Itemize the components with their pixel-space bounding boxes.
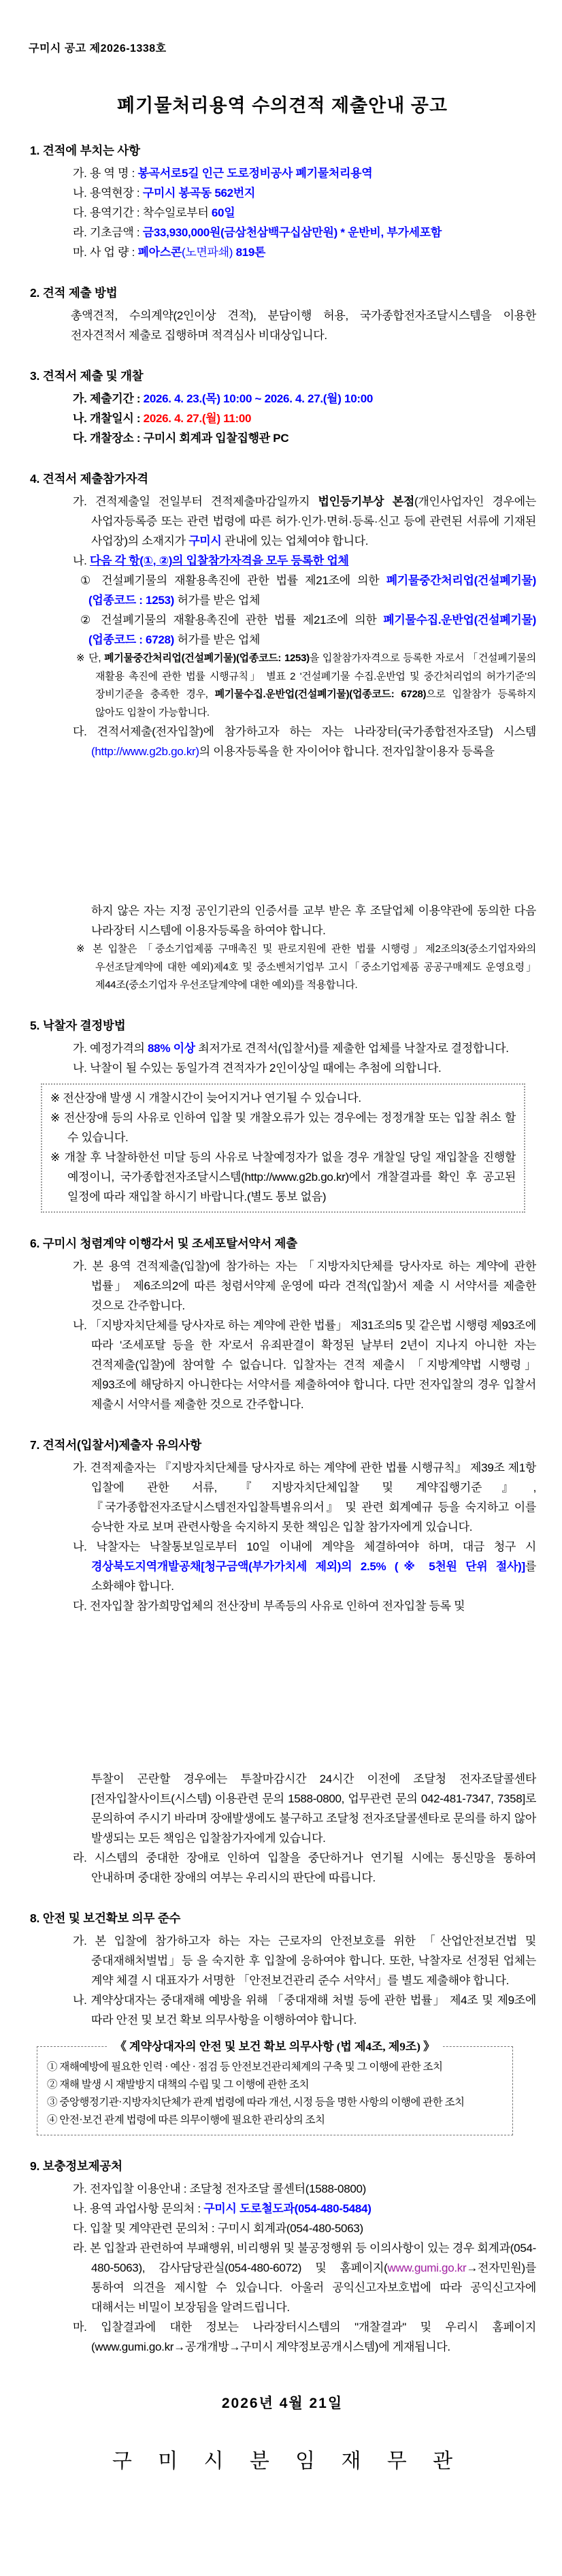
styled-run: 법인등기부상 본점 [318, 495, 414, 508]
section-5 [29, 1015, 536, 1213]
styled-run: 투찰이 곤란할 경우에는 투찰마감시간 24시간 이전에 조달청 전자조달콜센타[전자입찰사이트(시스템) 이용관련 문의 1588-0800, 업무관련 문의 042-481-7347, 7358]로 문의하여 주시기 바라며 장애발생에도 불구하고 조달청 전자조달콜센타로 문의를 하지 않아 발생되는 모든 책임은 입찰참가자에게 있습니다. [91, 1772, 536, 1845]
styled-run: 819톤 [233, 246, 266, 259]
styled-run: →전자민원)를 통하여 의견을 제시할 수 있습니다. 아울러 공익신고자보호법에 따라 공익신고자에 대해서는 비밀이 보장됨을 알려드립니다. [91, 2261, 536, 2314]
styled-run: (개인사업자인 경우에는 사업자등록증 또는 관련 법령에 따른 허가·인가·면허·등록·신고 등에 관련된 서류에 기재된 사업장)의 소재지가 [91, 495, 536, 547]
paragraph [29, 428, 536, 448]
styled-run: ※ 단, [76, 652, 105, 664]
signatory: 구 미 시 분 임 재 무 관 [112, 2449, 463, 2472]
styled-run: 가. 제출기간 : [73, 392, 144, 405]
styled-run: 허가를 받은 업체 [174, 594, 261, 607]
styled-run: 최저가로 견적서(입찰서)를 제출한 업체를 낙찰자로 결정합니다. [195, 1041, 509, 1055]
styled-run: 가. 예정가격의 [73, 1041, 148, 1055]
styled-run: 가. 견적제출일 전일부터 견적제출마감일까지 [73, 495, 318, 508]
safety-box-item: ③ 중앙행정기관·지방자치단체가 관계 법령에 따라 개선, 시정 등을 명한 사항의 이행에 관한 조치 [47, 2096, 465, 2108]
styled-run: 2026. 4. 23.(목) 10:00 ~ 2026. 4. 27.(월) 10:00 [143, 392, 374, 405]
paragraph [29, 306, 536, 345]
styled-run: 라. 시스템의 중대한 장애로 인하여 입찰을 중단하거나 연기될 시에는 통신망을 통하여 안내하며 중대한 장애의 여부는 우리시의 판단에 따릅니다. [73, 1851, 536, 1884]
page-break-gap [29, 761, 536, 901]
paragraph [29, 203, 536, 223]
note-paragraph [50, 1108, 516, 1147]
caution-note-box [41, 1083, 525, 1213]
section-heading: 3. 견적서 제출 및 개찰 [30, 369, 144, 383]
styled-run: 마. 입찰결과에 대한 정보는 나라장터시스템의 "개찰결과" 및 우리시 홈페이지 (www.gumi.go.kr→공개개방→구미시 계약정보공개시스템)에 게재됩니다. [73, 2320, 536, 2353]
url-text: www.gumi.go.kr [387, 2261, 467, 2274]
section-heading: 6. 구미시 청렴계약 이행각서 및 조세포탈서약서 제출 [30, 1236, 297, 1250]
styled-run: 금33,930,000원(금삼천삼백구십삼만원) * 운반비, 부가세포함 [142, 226, 442, 239]
paragraph [29, 571, 536, 610]
styled-run: ② 건설폐기물의 재활용촉진에 관한 법률 제21조에 의한 [80, 614, 384, 626]
paragraph [29, 901, 536, 940]
styled-run: 구미시 도로철도과(054-480-5484) [203, 2201, 371, 2215]
styled-run: 60일 [211, 206, 235, 219]
safety-box-item: ④ 안전·보건 관계 법령에 따른 의무이행에 필요한 관리상의 조치 [47, 2114, 325, 2126]
paragraph [29, 1990, 536, 2030]
section-heading: 1. 견적에 부치는 사항 [30, 144, 140, 157]
styled-run: 구미시 회계과 입찰집행관 PC [143, 432, 289, 445]
styled-run: 의 이용자등록을 한 자이어야 합니다. 전자입찰이용자 등록을 [199, 745, 495, 758]
styled-run: 가. 전자입찰 이용안내 : 조달청 전자조달 콜센터(1588-0800) [73, 2182, 367, 2195]
section-heading: 5. 낙찰자 결정방법 [30, 1018, 126, 1032]
paragraph [29, 940, 536, 995]
notice-number: 구미시 공고 제2026-1338호 [29, 43, 167, 54]
paragraph [29, 1256, 536, 1316]
styled-run: 2026. 4. 27.(월) 11:00 [143, 412, 252, 425]
page-title: 폐기물처리용역 수의견적 제출안내 공고 [117, 95, 448, 116]
styled-run: 경상북도지역개발공채[청구금액(부가가치세 제외)의 2.5% (※ 5천원 단위 절사)] [91, 1559, 525, 1573]
styled-run: 나. 계약상대자는 중대재해 예방을 위해 「중대재해 처벌 등에 관한 법률」 제4조 및 제9조에 따라 안전 및 보건 확보 의무사항을 이행하여야 합니다. [73, 1993, 536, 2026]
styled-run: 가. 견적제출자는 『지방자치단체를 당사자로 하는 계약에 관한 법률 시행규칙』 제39조 제1항 입찰에 관한 서류, 『지방자치단체입찰 및 계약집행기준』, 『국가종합전자조달시스템전자입찰특별유의서』 및 관련 회계예규 등을 숙지하고 이를 승낙한 자로 보며 관련사항을 숙지하지 못한 책임은 입찰 참가자에게 있습니다. [73, 1461, 536, 1533]
styled-run: (업종코드 : 6728) [88, 633, 175, 646]
styled-run: 총액견적, 수의계약(2인이상 견적), 분담이행 허용, 국가종합전자조달시스템을 이용한 전자견적서 제출로 집행하며 적격심사 비대상입니다. [71, 309, 536, 342]
page-break-gap [29, 1616, 536, 1769]
paragraph [29, 610, 536, 650]
styled-run: 다. 용역기간 : 착수일로부터 [73, 206, 212, 219]
styled-run: 가. 용 역 명 : [73, 167, 138, 180]
paragraph [29, 1848, 536, 1888]
styled-run: 라. 본 입찰과 관련하여 부패행위, 비리행위 및 불공정행위 등 이의사항이 있는 경우 회계과(054-480-5063), 감사담당관실(054-480-6072) 및 홈페이지( [73, 2241, 536, 2274]
styled-run: 마. 사 업 량 : [73, 246, 138, 259]
paragraph [29, 223, 536, 242]
safety-obligations-box [37, 2039, 513, 2135]
section-heading: 4. 견적서 제출참가자격 [30, 472, 148, 486]
safety-box-item: ① 재해예방에 필요한 인력 · 예산 · 점검 등 안전보건관리체계의 구축 및 그 이행에 관한 조치 [47, 2061, 443, 2073]
paragraph [29, 2199, 536, 2219]
styled-run: ※ 전산장애 등의 사유로 인하여 입찰 및 개찰오류가 있는 경우에는 정정개찰 또는 입찰 취소 할 수 있습니다. [50, 1111, 516, 1144]
styled-run: 나. 「지방자치단체를 당사자로 하는 계약에 관한 법률」 제31조의5 및 같은법 시행령 제93조에 따라 '조세포탈 등을 한 자'로서 유죄판결이 확정된 날부터 2년이 지나지 아니한 자는 견적제출(입찰)에 참여할 수 없습니다. 입찰자는 견적 제출시 「지방계약법 시행령」 제93조에 해당하지 아니한다는 서약서를 제출하여야 합니다. 다만 전자입찰의 경우 입찰서 제출시 서약서를 제출한 것으로 간주합니다. [73, 1318, 536, 1411]
url-text: (http://www.g2b.go.kr) [91, 745, 199, 758]
styled-run: ※ 본 입찰은 「중소기업제품 구매촉진 및 판로지원에 관한 법률 시행령」제2조의3(중소기업자와의 우선조달계약에 대한 예외)제4호 및 중소벤처기업부 고시「중소기업제품 공공구매제도 운영요령」 제44조(중소기업자 우선조달계약에 대한 예외)를 적용합니다. [76, 943, 536, 991]
styled-run: (업종코드 : 1253) [88, 594, 175, 607]
styled-run: 나. 용역 과업사항 문의처 : [73, 2201, 204, 2215]
styled-run: 다. 전자입찰 참가희망업체의 전산장비 부족등의 사유로 인하여 전자입찰 등록 및 [73, 1599, 465, 1612]
section-heading: 2. 견적 제출 방법 [30, 286, 118, 300]
section-3 [29, 366, 536, 448]
styled-run: 관내에 있는 업체여야 합니다. [221, 535, 369, 547]
styled-run: ※ 전산장애 발생 시 개찰시간이 늦어지거나 연기될 수 있습니다. [50, 1091, 361, 1104]
styled-run: 가. 본 용역 견적제출(입찰)에 참가하는 자는 「지방자치단체를 당사자로 하는 계약에 관한 법률」 제6조의2에 따른 청렴서약제 운영에 따라 견적(입찰)서 제출 시 서약서를 제출한 것으로 간주합니다. [73, 1259, 536, 1312]
paragraph [29, 1769, 536, 1848]
styled-run: 구미시 봉곡동 562번지 [142, 187, 256, 200]
section-6 [29, 1233, 536, 1414]
section-9 [29, 2156, 536, 2357]
styled-run: ① 건설폐기물의 재활용촉진에 관한 법률 제21조에 의한 [80, 574, 386, 587]
styled-run: 구미시 [188, 535, 222, 547]
paragraph [29, 492, 536, 551]
styled-run: 을 입찰참가자격으로 등록한 자로서 「건설폐기물의 재활용 촉진에 관한 법률 시행규칙」 별표 2 '건설폐기물 수집.운반업 및 중간처리업의 허가기준'의 장비기준을 충족한 경우, [95, 652, 536, 700]
note-paragraph [50, 1088, 516, 1108]
paragraph [29, 242, 536, 262]
note-paragraph [50, 1147, 516, 1207]
styled-run: 다. 입찰 및 계약관련 문의처 : 구미시 회계과(054-480-5063) [73, 2221, 363, 2235]
styled-run: 폐기물수집.운반업(건설폐기물)(업종코드: 6728) [214, 688, 427, 700]
styled-run: 나. 낙찰자는 낙찰통보일로부터 10일 이내에 계약을 체결하여야 하며, 대금 청구 시 [73, 1540, 536, 1553]
styled-run: 으로 입찰참가 등록하지 않아도 입찰이 가능합니다. [95, 688, 536, 718]
styled-run: 88% 이상 [148, 1041, 195, 1055]
paragraph [29, 389, 536, 409]
paragraph [29, 650, 536, 722]
doc-date: 2026년 4월 21일 [221, 2395, 344, 2411]
styled-run: ※ 개찰 후 낙찰하한선 미달 등의 사유로 낙찰예정자가 없을 경우 개찰일 당일 재입찰을 진행할 예정이니, 국가종합전자조달시스템(http://www.g2b.go.kr)에서 개찰결과를 확인 후 공고된 일정에 따라 재입찰 하시기 바랍니다.(별도 통보 없음) [50, 1150, 516, 1203]
paragraph [29, 1537, 536, 1596]
styled-run: (노면파쇄) [181, 246, 233, 259]
safety-box-title: 《 계약상대자의 안전 및 보건 확보 의무사항 (법 제4조, 제9조) 》 [107, 2038, 443, 2056]
paragraph [29, 1058, 536, 1078]
styled-run: 나. 낙찰이 될 수있는 동일가격 견적자가 2인이상일 때에는 추첨에 의합니다. [73, 1061, 442, 1075]
styled-run: 나. 용역현장 : [73, 187, 143, 200]
paragraph [29, 1596, 536, 1616]
paragraph [29, 409, 536, 428]
styled-run: 나. [73, 554, 90, 567]
styled-run: 봉곡서로5길 인근 도로정비공사 폐기물처리용역 [137, 167, 373, 180]
paragraph [29, 722, 536, 761]
paragraph [29, 551, 536, 571]
section-4 [29, 468, 536, 995]
styled-run: 폐기물중간처리업(건설폐기물)(업종코드: 1253) [104, 652, 310, 664]
styled-run: 다. 개찰장소 : [73, 432, 144, 445]
paragraph [29, 163, 536, 183]
styled-run: 가. 본 입찰에 참가하고자 하는 자는 근로자의 안전보호를 위한 「산업안전보건법 및 중대재해처벌법」등 을 숙지한 후 입찰에 응하여야 합니다. 또한, 낙찰자로 선정된 업체는 계약 체결 시 대표자가 서명한 「안전보건관리 준수 서약서」를 별도 제출해야 합니다. [73, 1934, 536, 1987]
styled-run: 폐기물중간처리업(건설폐기물) [386, 574, 536, 587]
paragraph [29, 1316, 536, 1414]
styled-run: 라. 기초금액 : [73, 226, 143, 239]
paragraph [29, 1038, 536, 1058]
paragraph [29, 2179, 536, 2199]
paragraph [29, 183, 536, 203]
section-1 [29, 140, 536, 262]
paragraph [29, 2317, 536, 2357]
section-heading: 9. 보충정보제공처 [30, 2159, 122, 2173]
paragraph [29, 2219, 536, 2238]
section-2 [29, 283, 536, 345]
section-7 [29, 1435, 536, 1888]
paragraph [29, 1931, 536, 1990]
styled-run: 다음 각 항(①, ②)의 입찰참가자격을 모두 등록한 업체 [89, 554, 349, 567]
paragraph [29, 1458, 536, 1537]
styled-run: 를 소화해야 합니다. [91, 1559, 536, 1593]
section-8 [29, 1908, 536, 2135]
safety-box-item: ② 재해 발생 시 재발방지 대책의 수립 및 그 이행에 관한 조치 [47, 2078, 310, 2090]
styled-run: 하지 않은 자는 지정 공인기관의 인증서를 교부 받은 후 조달업체 이용약관에 동의한 다음 나라장터 시스템에 이용자등록을 하여야 합니다. [91, 904, 536, 937]
styled-run: 허가를 받은 업체 [174, 633, 261, 646]
section-heading: 7. 견적서(입찰서)제출자 유의사항 [30, 1437, 201, 1452]
styled-run: 폐기물수집.운반업(건설폐기물) [383, 614, 536, 626]
styled-run: 나. 개찰일시 : [73, 412, 144, 425]
paragraph [29, 2238, 536, 2317]
styled-run: 폐아스콘 [137, 246, 182, 259]
styled-run: 다. 견적서제출(전자입찰)에 참가하고자 하는 자는 나라장터(국가종합전자조달) 시스템 [73, 725, 536, 738]
section-heading: 8. 안전 및 보건확보 의무 준수 [30, 1911, 181, 1925]
sections-container [29, 140, 536, 2357]
